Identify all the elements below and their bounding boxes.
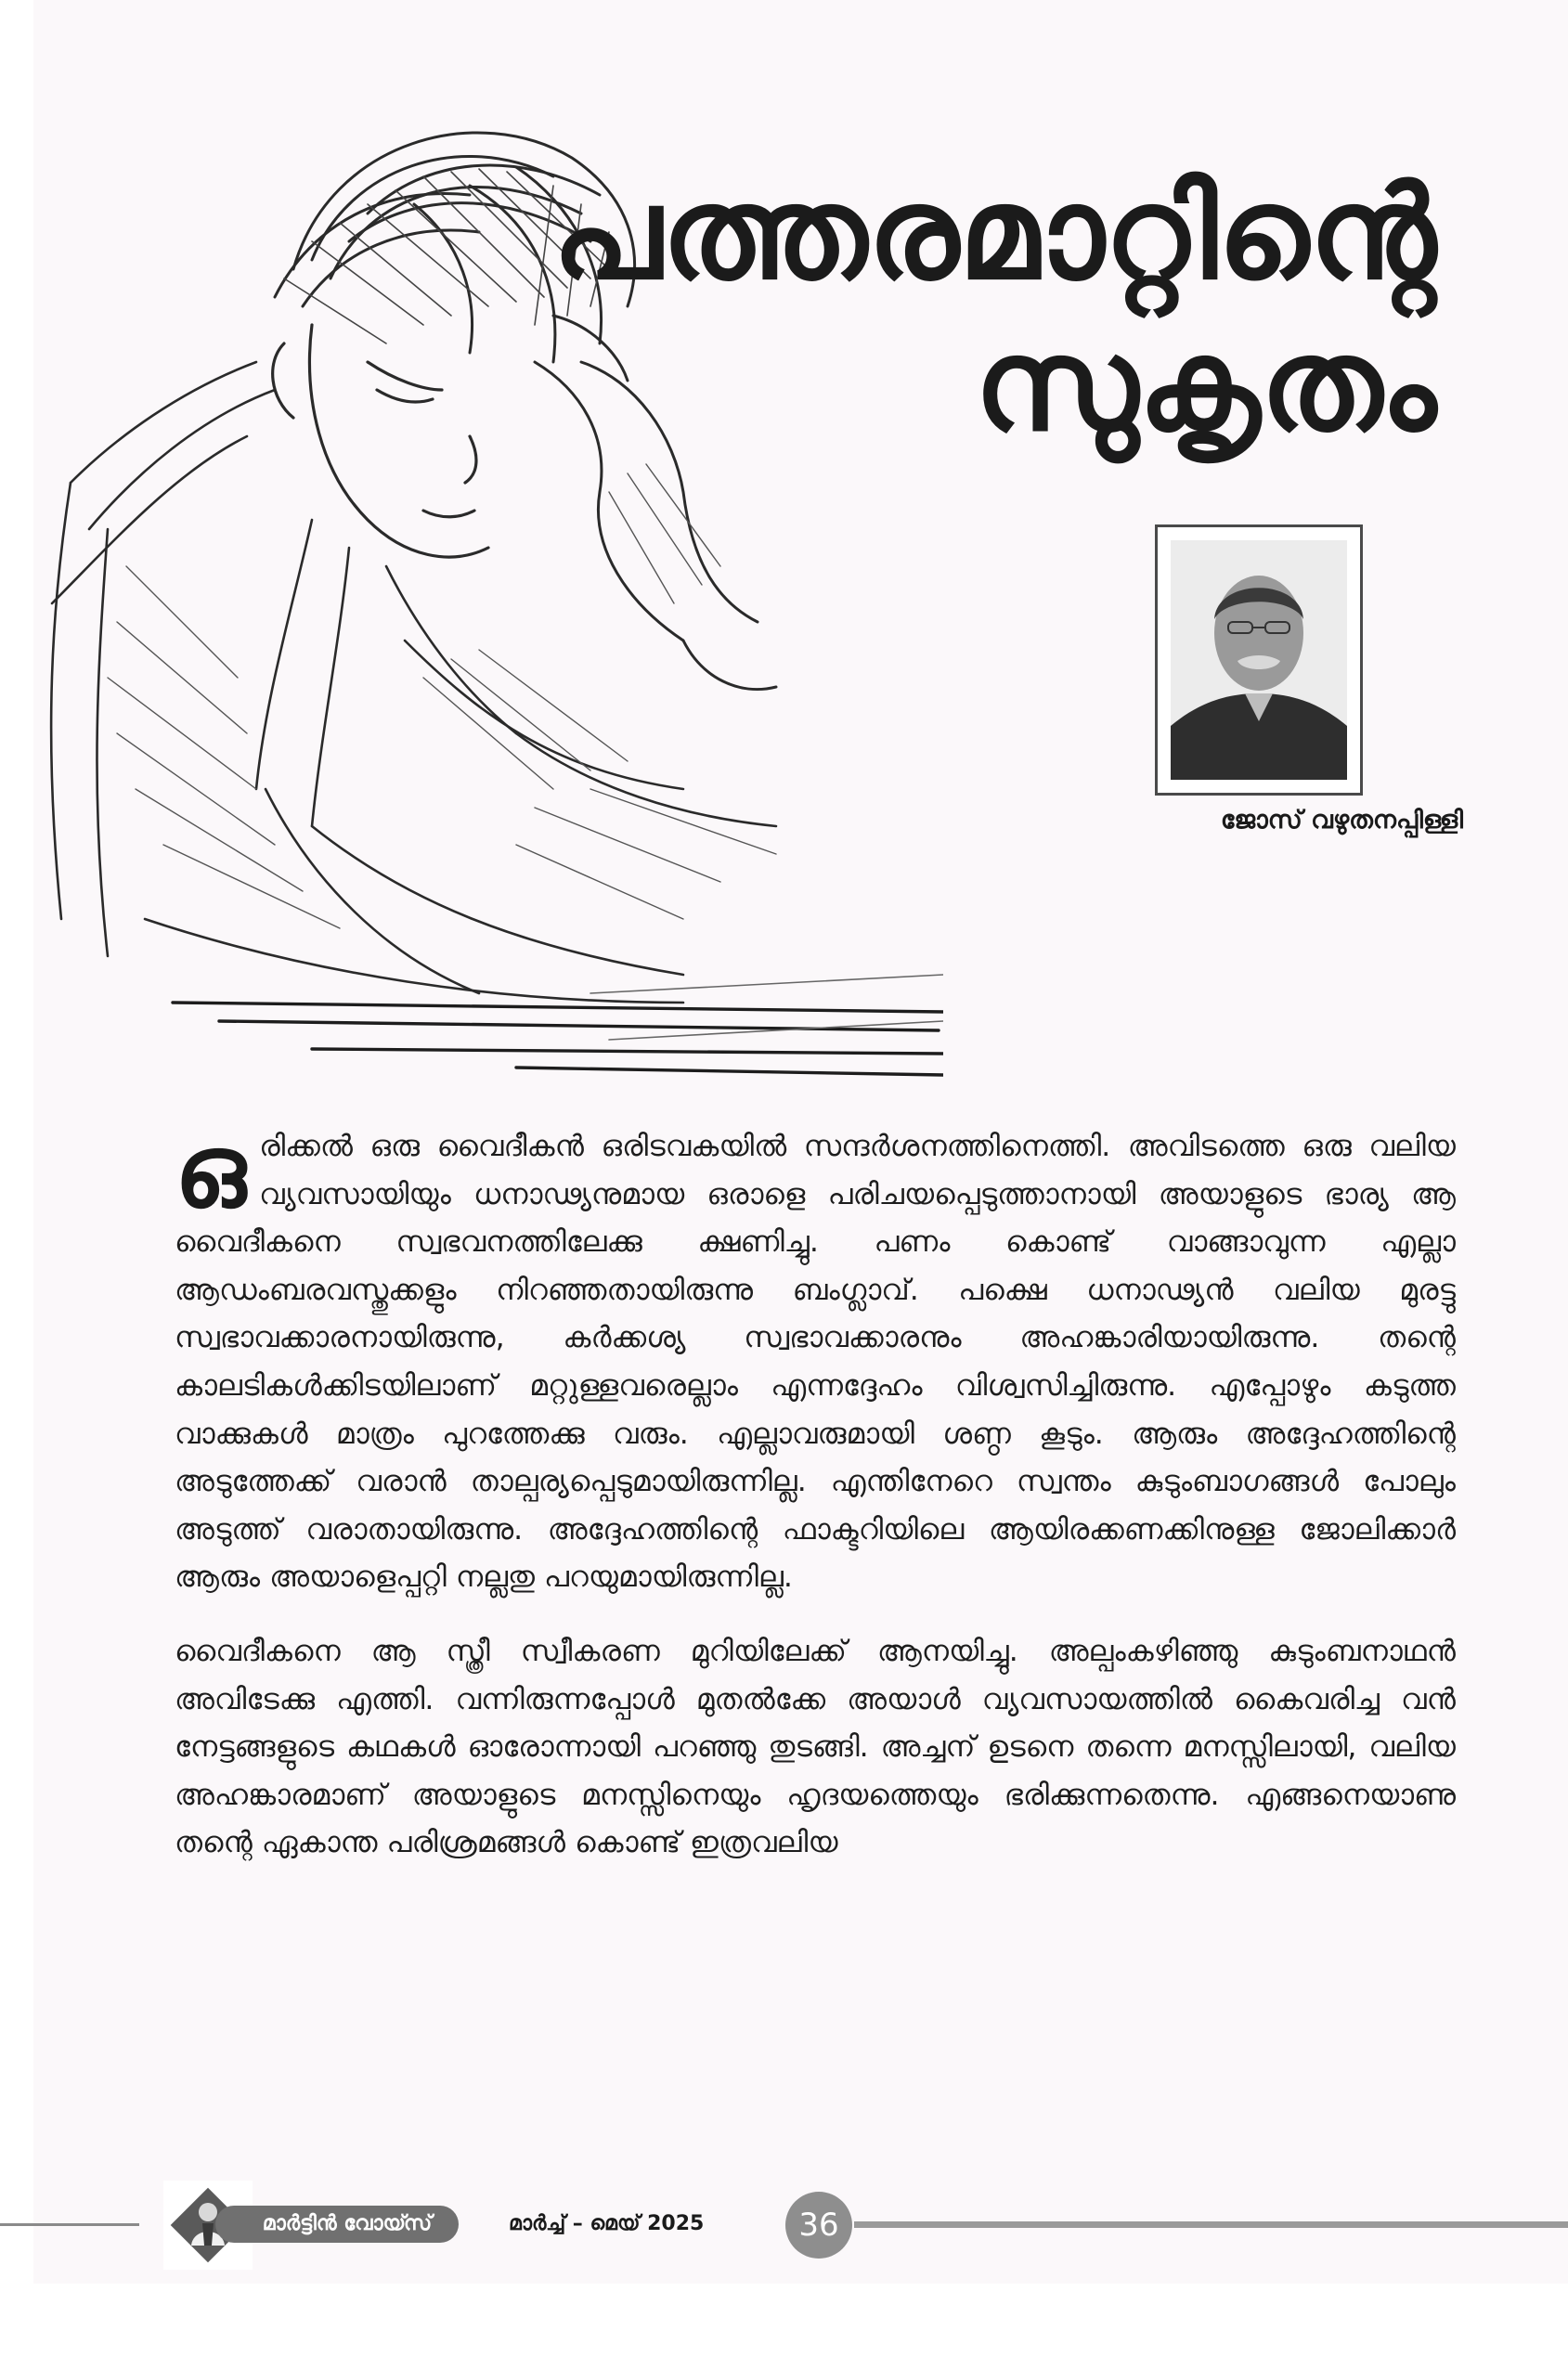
magazine-name: മാർട്ടിൻ വോയ്സ് [215, 2206, 459, 2243]
author-name: ജോസ് വഴുതനപ്പിള്ളി [1220, 806, 1463, 835]
article-body [175, 1113, 1456, 1868]
paragraph-text: വൈദീകനെ ആ സ്ത്രീ സ്വീകരണ മുറിയിലേക്ക് ആനയിച്ചു. അല്പംകഴിഞ്ഞു കുടുംബനാഥൻ അവിടേക്കു എത്തി. വന്നിരുന്നപ്പോൾ മുതൽക്കേ അയാൾ വ്യവസായത്തിൽ കൈവരിച്ച വൻ നേട്ടങ്ങളുടെ കഥകൾ ഓരോന്നായി പറഞ്ഞു തുടങ്ങി. അച്ചന് ഉടനെ തന്നെ മനസ്സിലായി, വലിയ അഹങ്കാരമാണ് അയാളുടെ മനസ്സിനെയും ഹൃദയത്തെയും ഭരിക്കുന്നതെന്നു. എങ്ങനെയാണു തന്റെ ഏകാന്ത പരിശ്രമങ്ങൾ കൊണ്ട് ഇത്രവലിയ [175, 1634, 1456, 1860]
page-number: 36 [785, 2192, 852, 2259]
page-footer [0, 2177, 1568, 2279]
title-line-1: പത്തരമാറ്റിന്റെ [551, 157, 1436, 308]
issue-date: മാർച്ച് – മെയ് 2025 [509, 2212, 705, 2235]
drop-cap: ഒ [175, 1113, 247, 1230]
footer-rule-left [0, 2223, 139, 2226]
paragraph-text: രിക്കൽ ഒരു വൈദീകൻ ഒരിടവകയിൽ സന്ദർശനത്തിനെത്തി. അവിടത്തെ ഒരു വലിയ വ്യവസായിയും ധനാഢ്യനുമായ ഒരാളെ പരിചയപ്പെടുത്താനായി അയാളുടെ ഭാര്യ ആ വൈദീകനെ സ്വഭവനത്തിലേക്കു ക്ഷണിച്ചു. പണം കൊണ്ട് വാങ്ങാവുന്ന എല്ലാ ആഡംബരവസ്തുക്കളും നിറഞ്ഞതായിരുന്നു ബംഗ്ലാവ്. പക്ഷെ ധനാഢ്യൻ വലിയ മുരട്ടു സ്വഭാവക്കാരനായിരുന്നു, കർക്കശ്യ സ്വഭാവക്കാരനും അഹങ്കാരിയായിരുന്നു. തന്റെ കാലടികൾക്കിടയിലാണ് മറ്റുള്ളവരെല്ലാം എന്നദ്ദേഹം വിശ്വസിച്ചിരുന്നു. എപ്പോഴും കടുത്ത വാക്കുകൾ മാത്രം പുറത്തേക്കു വരും. എല്ലാവരുമായി ശണ്ഠ കൂടും. ആരും അദ്ദേഹത്തിന്റെ അടുത്തേക്ക് വരാൻ താല്പര്യപ്പെടുമായിരുന്നില്ല. എന്തിനേറെ സ്വന്തം കുടുംബാഗങ്ങൾ പോലും അടുത്ത് വരാതായിരുന്നു. അദ്ദേഹത്തിന്റെ ഫാക്ടറിയിലെ ആയിരക്കണക്കിനുള്ള ജോലിക്കാർ ആരും അയാളെപ്പറ്റി നല്ലതു പറയുമായിരുന്നില്ല. [175, 1130, 1456, 1595]
magazine-page [33, 0, 1568, 2284]
paragraph [175, 1113, 1456, 1602]
author-photo-frame [1155, 524, 1363, 796]
paragraph [175, 1628, 1456, 1868]
article-title [434, 158, 1436, 460]
author-portrait [1171, 540, 1347, 780]
footer-rule-right [854, 2221, 1568, 2228]
title-line-2: സുകൃതം [974, 307, 1436, 460]
